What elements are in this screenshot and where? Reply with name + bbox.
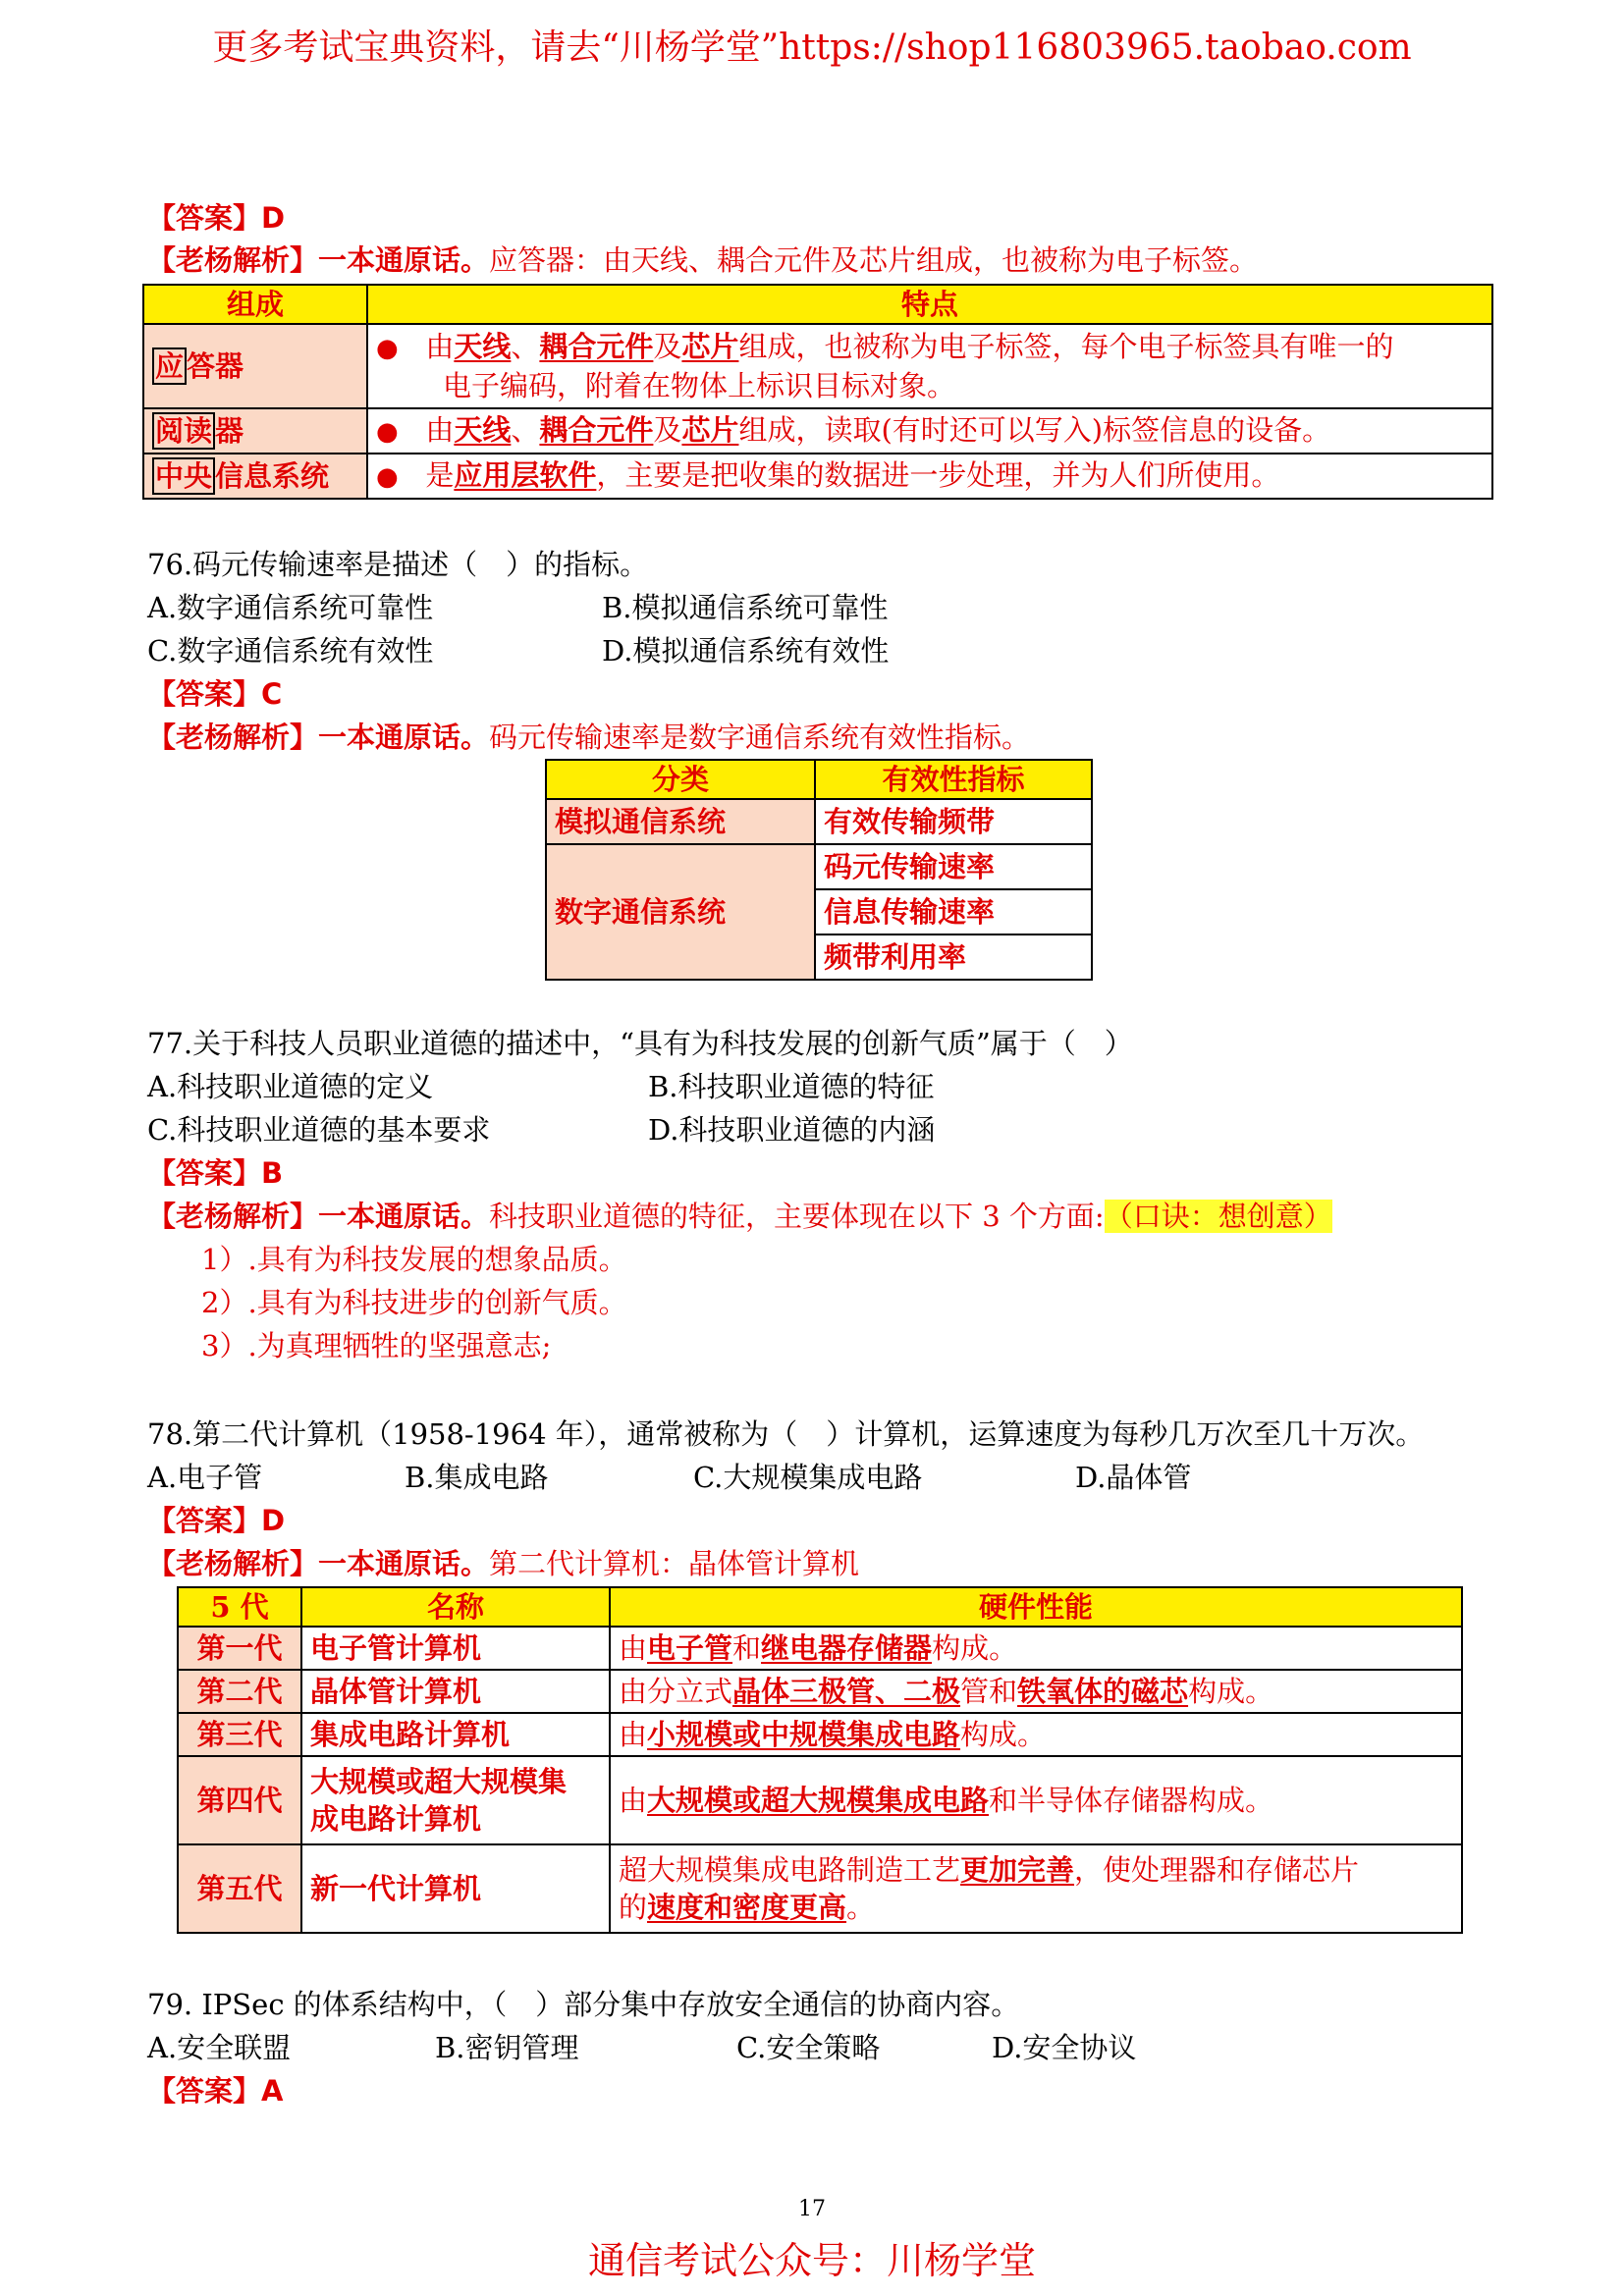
- q77-question: 77.关于科技人员职业道德的描述中，“具有为科技发展的创新气质”属于（ ）: [147, 1027, 1133, 1060]
- q77-option-c: C.科技职业道德的基本要求: [147, 1113, 491, 1147]
- q77-option-b: B.科技职业道德的特征: [648, 1070, 935, 1103]
- name-cell: 新一代计算机: [301, 1844, 610, 1933]
- generation-cell: 第五代: [178, 1844, 301, 1933]
- indicator-cell: 有效传输频带: [815, 799, 1092, 844]
- col-header: 特点: [367, 285, 1492, 324]
- q77-analysis: 【老杨解析】一本通原话。科技职业道德的特征，主要体现在以下 3 个方面:（口诀：想创意）: [147, 1200, 1332, 1233]
- name-cell: 集成电路计算机: [301, 1713, 610, 1756]
- q76-analysis: 【老杨解析】一本通原话。码元传输速率是数字通信系统有效性指标。: [147, 721, 1031, 754]
- q75-answer: 【答案】D: [147, 201, 286, 235]
- q79-option-c: C.安全策略: [736, 2031, 881, 2064]
- col-header: 组成: [143, 285, 367, 324]
- list-item: 2）.具有为科技进步的创新气质。: [201, 1286, 627, 1319]
- generation-cell: 第二代: [178, 1670, 301, 1713]
- analysis-label: 【老杨解析】一本通原话。: [147, 243, 490, 277]
- name-cell: 晶体管计算机: [301, 1670, 610, 1713]
- q76-answer: 【答案】C: [147, 677, 283, 711]
- indicator-cell: 码元传输速率: [815, 844, 1092, 889]
- q75-analysis: 【老杨解析】一本通原话。应答器：由天线、耦合元件及芯片组成，也被称为电子标签。: [147, 243, 1259, 277]
- q78-option-c: C.大规模集成电路: [693, 1461, 923, 1494]
- col-header: 5 代: [178, 1587, 301, 1627]
- col-header: 硬件性能: [610, 1587, 1462, 1627]
- q76-table: [545, 759, 1093, 981]
- list-item: 3）.为真理牺牲的坚强意志;: [201, 1329, 552, 1362]
- col-header: 分类: [546, 760, 815, 799]
- q76-option-d: D.模拟通信系统有效性: [602, 634, 890, 667]
- performance-cell: 由分立式晶体三极管、二极管和铁氧体的磁芯构成。: [610, 1670, 1462, 1713]
- q79-answer: 【答案】A: [147, 2074, 284, 2108]
- page-number: 17: [798, 2197, 826, 2221]
- performance-cell: 超大规模集成电路制造工艺更加完善，使处理器和存储芯片 的速度和密度更高。: [610, 1844, 1462, 1933]
- q79-option-a: A.安全联盟: [147, 2031, 292, 2064]
- q79-option-b: B.密钥管理: [435, 2031, 579, 2064]
- performance-cell: 由电子管和继电器存储器构成。: [610, 1627, 1462, 1670]
- component-cell: 应 答器: [143, 324, 367, 408]
- category-cell: 模拟通信系统: [546, 799, 815, 844]
- q75-table: [142, 284, 1493, 500]
- feature-cell: ● 由天线、耦合元件及芯片组成，读取(有时还可以写入)标签信息的设备。: [367, 408, 1492, 454]
- q78-option-d: D.晶体管: [1075, 1461, 1192, 1494]
- feature-cell: ● 由天线、耦合元件及芯片组成，也被称为电子标签，每个电子标签具有唯一的 电子编码，附着在物体上标识目标对象。: [367, 324, 1492, 408]
- generation-cell: 第三代: [178, 1713, 301, 1756]
- list-item: 1）.具有为科技发展的想象品质。: [201, 1243, 627, 1276]
- q79-option-d: D.安全协议: [992, 2031, 1137, 2064]
- mnemonic-highlight: （口诀：想创意）: [1104, 1200, 1332, 1233]
- name-cell: 大规模或超大规模集 成电路计算机: [301, 1756, 610, 1844]
- q78-option-b: B.集成电路: [405, 1461, 549, 1494]
- performance-cell: 由大规模或超大规模集成电路和半导体存储器构成。: [610, 1756, 1462, 1844]
- q78-question: 78.第二代计算机（1958-1964 年），通常被称为（ ）计算机，运算速度为每秒几万次至几十万次。: [147, 1417, 1425, 1451]
- name-cell: 电子管计算机: [301, 1627, 610, 1670]
- page-footer: 通信考试公众号：川杨学堂: [587, 2239, 1036, 2282]
- q78-table: [177, 1586, 1463, 1934]
- generation-cell: 第四代: [178, 1756, 301, 1844]
- category-cell: 数字通信系统: [546, 844, 815, 980]
- q76-option-b: B.模拟通信系统可靠性: [602, 591, 889, 624]
- q78-option-a: A.电子管: [147, 1461, 263, 1494]
- component-cell: 阅读 器: [143, 408, 367, 454]
- q77-option-a: A.科技职业道德的定义: [147, 1070, 434, 1103]
- component-cell: 中央 信息系统: [143, 454, 367, 499]
- col-header: 有效性指标: [815, 760, 1092, 799]
- q76-question: 76.码元传输速率是描述（ ）的指标。: [147, 548, 649, 581]
- performance-cell: 由小规模或中规模集成电路构成。: [610, 1713, 1462, 1756]
- indicator-cell: 频带利用率: [815, 934, 1092, 980]
- q77-option-d: D.科技职业道德的内涵: [648, 1113, 936, 1147]
- q79-question: 79. IPSec 的体系结构中，（ ）部分集中存放安全通信的协商内容。: [147, 1988, 1020, 2021]
- q77-answer: 【答案】B: [147, 1156, 284, 1190]
- q76-option-c: C.数字通信系统有效性: [147, 634, 434, 667]
- q76-option-a: A.数字通信系统可靠性: [147, 591, 434, 624]
- col-header: 名称: [301, 1587, 610, 1627]
- page-header: 更多考试宝典资料，请去“川杨学堂”https://shop116803965.taobao.com: [212, 27, 1412, 68]
- q78-answer: 【答案】D: [147, 1504, 286, 1537]
- feature-cell: ● 是应用层软件，主要是把收集的数据进一步处理，并为人们所使用。: [367, 454, 1492, 499]
- indicator-cell: 信息传输速率: [815, 889, 1092, 934]
- q78-analysis: 【老杨解析】一本通原话。第二代计算机：晶体管计算机: [147, 1547, 860, 1580]
- generation-cell: 第一代: [178, 1627, 301, 1670]
